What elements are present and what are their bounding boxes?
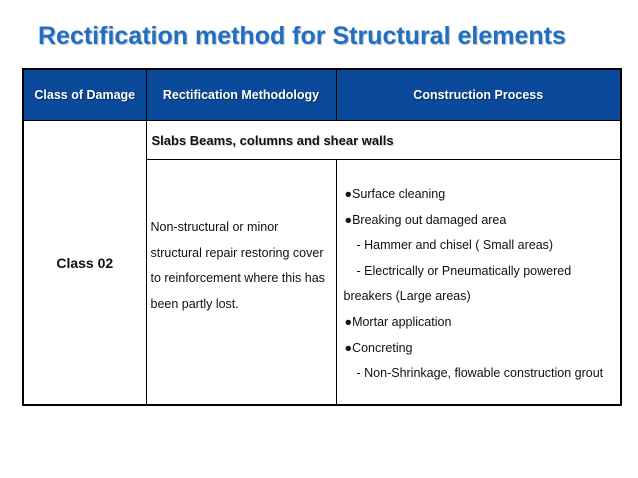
construction-process-cell [336, 160, 621, 406]
process-subitem-continued: breakers (Large areas) [343, 289, 471, 304]
process-item [337, 208, 621, 234]
process-text: Breaking out damaged area [352, 212, 507, 227]
process-text: Concreting [352, 340, 413, 355]
element-type-subheader: Slabs Beams, columns and shear walls [146, 121, 621, 160]
bullet-icon: ● [344, 340, 353, 355]
process-text: Surface cleaning [352, 187, 446, 201]
class-of-damage-cell: Class 02 [23, 121, 146, 406]
process-item [337, 310, 621, 336]
process-item [337, 182, 621, 208]
bullet-icon: ● [344, 212, 353, 227]
bullet-icon: ● [344, 187, 353, 201]
process-subitem: - Non-Shrinkage, flowable construction grout [356, 366, 604, 381]
methodology-line: to reinforcement where this has [150, 271, 325, 286]
process-subitem: - Electrically or Pneumatically powered [356, 263, 572, 278]
process-subitem: - Hammer and chisel ( Small areas) [356, 238, 554, 253]
process-text: Mortar application [352, 314, 452, 329]
table-header-row [23, 69, 621, 121]
bullet-icon: ● [344, 314, 353, 329]
slide-title: Rectification method for Structural elements [38, 22, 566, 50]
header-construction-process: Construction Process [336, 69, 621, 121]
header-rectification-methodology: Rectification Methodology [146, 69, 336, 121]
process-item [337, 336, 621, 362]
methodology-line: been partly lost. [150, 296, 239, 311]
rectification-table [22, 68, 622, 406]
methodology-line: structural repair restoring cover [150, 245, 324, 260]
methodology-line: Non-structural or minor [150, 220, 279, 235]
methodology-cell [146, 160, 336, 406]
table-subheader-row [23, 121, 621, 160]
header-class-of-damage: Class of Damage [23, 69, 146, 121]
